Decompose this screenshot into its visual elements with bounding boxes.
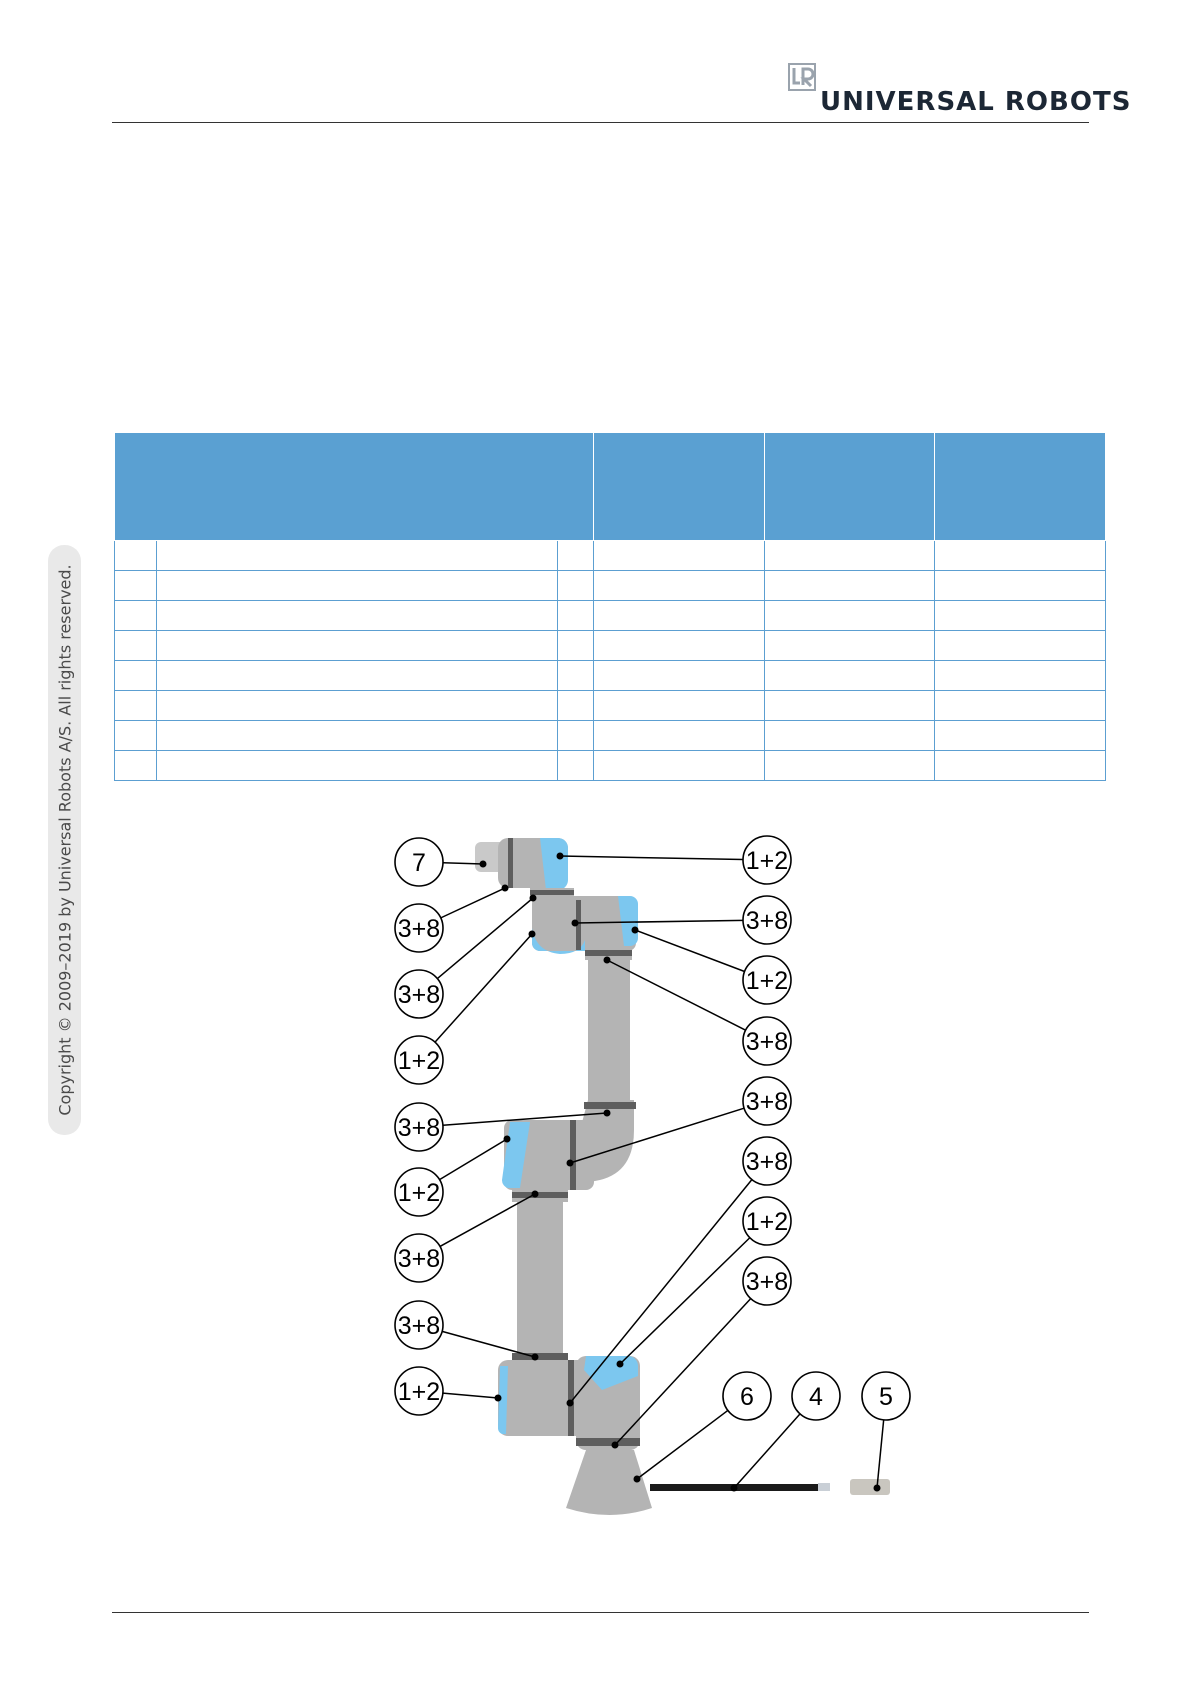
callout-label-left: 1+2 bbox=[397, 1378, 441, 1406]
ur-logo-icon bbox=[788, 63, 816, 91]
callout-label-right: 1+2 bbox=[745, 967, 789, 995]
forearm-lower-band bbox=[584, 1102, 636, 1109]
callout-label-left: 3+8 bbox=[397, 1312, 441, 1340]
brand-name: UNIVERSAL ROBOTS bbox=[820, 87, 1132, 117]
table-row bbox=[115, 541, 1106, 571]
table-row bbox=[115, 691, 1106, 721]
leader-line bbox=[637, 1410, 728, 1479]
table-row bbox=[115, 751, 1106, 781]
leader-line bbox=[443, 1393, 498, 1398]
leader-dot bbox=[504, 1136, 511, 1143]
cable-sleeve bbox=[818, 1483, 830, 1491]
leader-dot bbox=[480, 861, 487, 868]
callout-label-right: 3+8 bbox=[745, 1028, 789, 1056]
callout-label-left: 3+8 bbox=[397, 981, 441, 1009]
callout-label-right: 3+8 bbox=[745, 907, 789, 935]
upper-arm-bottom-band bbox=[512, 1353, 568, 1360]
leader-dot bbox=[567, 1160, 574, 1167]
table-header-cell bbox=[935, 433, 1106, 541]
leader-line bbox=[560, 856, 743, 860]
callout-label-left: 3+8 bbox=[397, 915, 441, 943]
leader-dot bbox=[532, 1354, 539, 1361]
leader-dot bbox=[874, 1485, 881, 1492]
leader-dot bbox=[617, 1361, 624, 1368]
callout-label-right: 3+8 bbox=[745, 1148, 789, 1176]
leader-dot bbox=[572, 920, 579, 927]
copyright-tab bbox=[48, 545, 81, 1135]
leader-dot bbox=[634, 1476, 641, 1483]
wrist-2-band bbox=[530, 890, 574, 895]
forearm-tube bbox=[588, 956, 630, 1106]
table-row bbox=[115, 631, 1106, 661]
callout-label-left: 3+8 bbox=[397, 1114, 441, 1142]
footer-divider bbox=[112, 1612, 1089, 1613]
leader-dot bbox=[532, 1191, 539, 1198]
upper-arm-top-band bbox=[512, 1192, 568, 1198]
table-header-cell bbox=[594, 433, 765, 541]
elbow-band bbox=[570, 1120, 576, 1190]
leader-line bbox=[570, 1180, 752, 1403]
table-body bbox=[115, 541, 1106, 781]
callout-label-right: 3+8 bbox=[745, 1268, 789, 1296]
leader-dot bbox=[604, 1110, 611, 1117]
table-row bbox=[115, 601, 1106, 631]
leader-line bbox=[877, 1420, 884, 1488]
leader-dot bbox=[502, 885, 509, 892]
leader-line bbox=[440, 1139, 507, 1180]
leader-line bbox=[734, 1414, 800, 1488]
callout-label-bottom: 6 bbox=[740, 1383, 754, 1411]
callout-label-right: 3+8 bbox=[745, 1088, 789, 1116]
robot-base bbox=[566, 1450, 652, 1515]
leader-dot bbox=[495, 1395, 502, 1402]
callout-label-right: 1+2 bbox=[745, 847, 789, 875]
table-row bbox=[115, 721, 1106, 751]
cable-connector bbox=[850, 1479, 890, 1495]
base-joint-band bbox=[576, 1438, 640, 1446]
copyright-text: Copyright © 2009–2019 by Universal Robots A/S. All rights reserved. bbox=[55, 564, 74, 1116]
leader-dot bbox=[612, 1442, 619, 1449]
leader-dot bbox=[731, 1485, 738, 1492]
callout-label-left: 1+2 bbox=[397, 1047, 441, 1075]
leader-dot bbox=[557, 853, 564, 860]
shoulder-band bbox=[568, 1360, 574, 1436]
leader-line bbox=[441, 888, 505, 918]
wrist-1-band bbox=[585, 950, 632, 956]
parts-table bbox=[114, 432, 1106, 781]
header-divider bbox=[112, 122, 1089, 123]
upper-arm-tube bbox=[517, 1200, 563, 1360]
table-header bbox=[115, 433, 1106, 541]
table-row bbox=[115, 661, 1106, 691]
wrist-3-band bbox=[508, 838, 513, 888]
universal-robots-logo bbox=[788, 63, 1132, 118]
callout-label-bottom: 5 bbox=[879, 1383, 893, 1411]
callout-label-right: 1+2 bbox=[745, 1208, 789, 1236]
table-header-row bbox=[115, 433, 1106, 541]
leader-line bbox=[437, 898, 533, 979]
leader-dot bbox=[530, 895, 537, 902]
table-header-cell bbox=[765, 433, 935, 541]
robot-arm-diagram bbox=[380, 830, 1000, 1565]
table-header-cell bbox=[115, 433, 594, 541]
callout-label-left: 3+8 bbox=[397, 1245, 441, 1273]
leader-line bbox=[435, 934, 532, 1042]
table-row bbox=[115, 571, 1106, 601]
callout-label-bottom: 4 bbox=[809, 1383, 823, 1411]
leader-dot bbox=[604, 957, 611, 964]
leader-line bbox=[635, 930, 745, 971]
leader-dot bbox=[632, 927, 639, 934]
leader-dot bbox=[567, 1400, 574, 1407]
leader-line bbox=[620, 1238, 750, 1364]
callout-label-left: 1+2 bbox=[397, 1179, 441, 1207]
callout-label-left: 7 bbox=[412, 849, 426, 877]
leader-dot bbox=[529, 931, 536, 938]
